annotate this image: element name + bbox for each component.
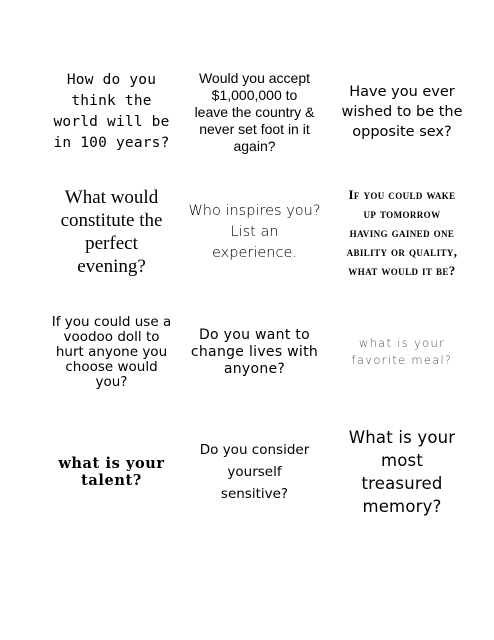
question-card-change-lives (183, 292, 326, 412)
question-card-sensitive (183, 412, 326, 532)
question-text: Do you consider yourself sensitive? (199, 442, 310, 502)
question-card-gained-ability (326, 172, 478, 292)
question-text: Do you want to change lives with anyone? (190, 326, 319, 377)
question-text: Would you accept $1,000,000 to leave the country & never set foot in it again? (194, 69, 315, 154)
question-text: what is your favorite meal? (351, 336, 453, 367)
question-text: What is your most treasured memory? (348, 428, 456, 516)
question-text: Have you ever wished to be the opposite sex? (341, 84, 463, 140)
question-text: What would constitute the perfect evening? (60, 187, 163, 277)
question-card-talent (40, 412, 183, 532)
question-card-opposite-sex (326, 52, 478, 172)
question-text: If you could use a voodoo doll to hurt anyone you choose would you? (51, 313, 172, 390)
question-card-perfect-evening (40, 172, 183, 292)
question-text: How do you think the world will be in 100 years? (53, 72, 170, 151)
question-card-accept-million (183, 52, 326, 172)
question-text: what is your talent? (58, 455, 165, 489)
question-text: Who inspires you? List an experience. (188, 202, 321, 261)
question-card-treasured-memory (326, 412, 478, 532)
question-card-favorite-meal (326, 292, 478, 412)
question-card-who-inspires-you (183, 172, 326, 292)
question-text: If you could wake up tomorrow having gained one ability or quality, what would it be? (346, 186, 458, 278)
question-card-grid (40, 52, 478, 532)
question-card-voodoo-doll (40, 292, 183, 412)
question-card-world-in-100-years (40, 52, 183, 172)
